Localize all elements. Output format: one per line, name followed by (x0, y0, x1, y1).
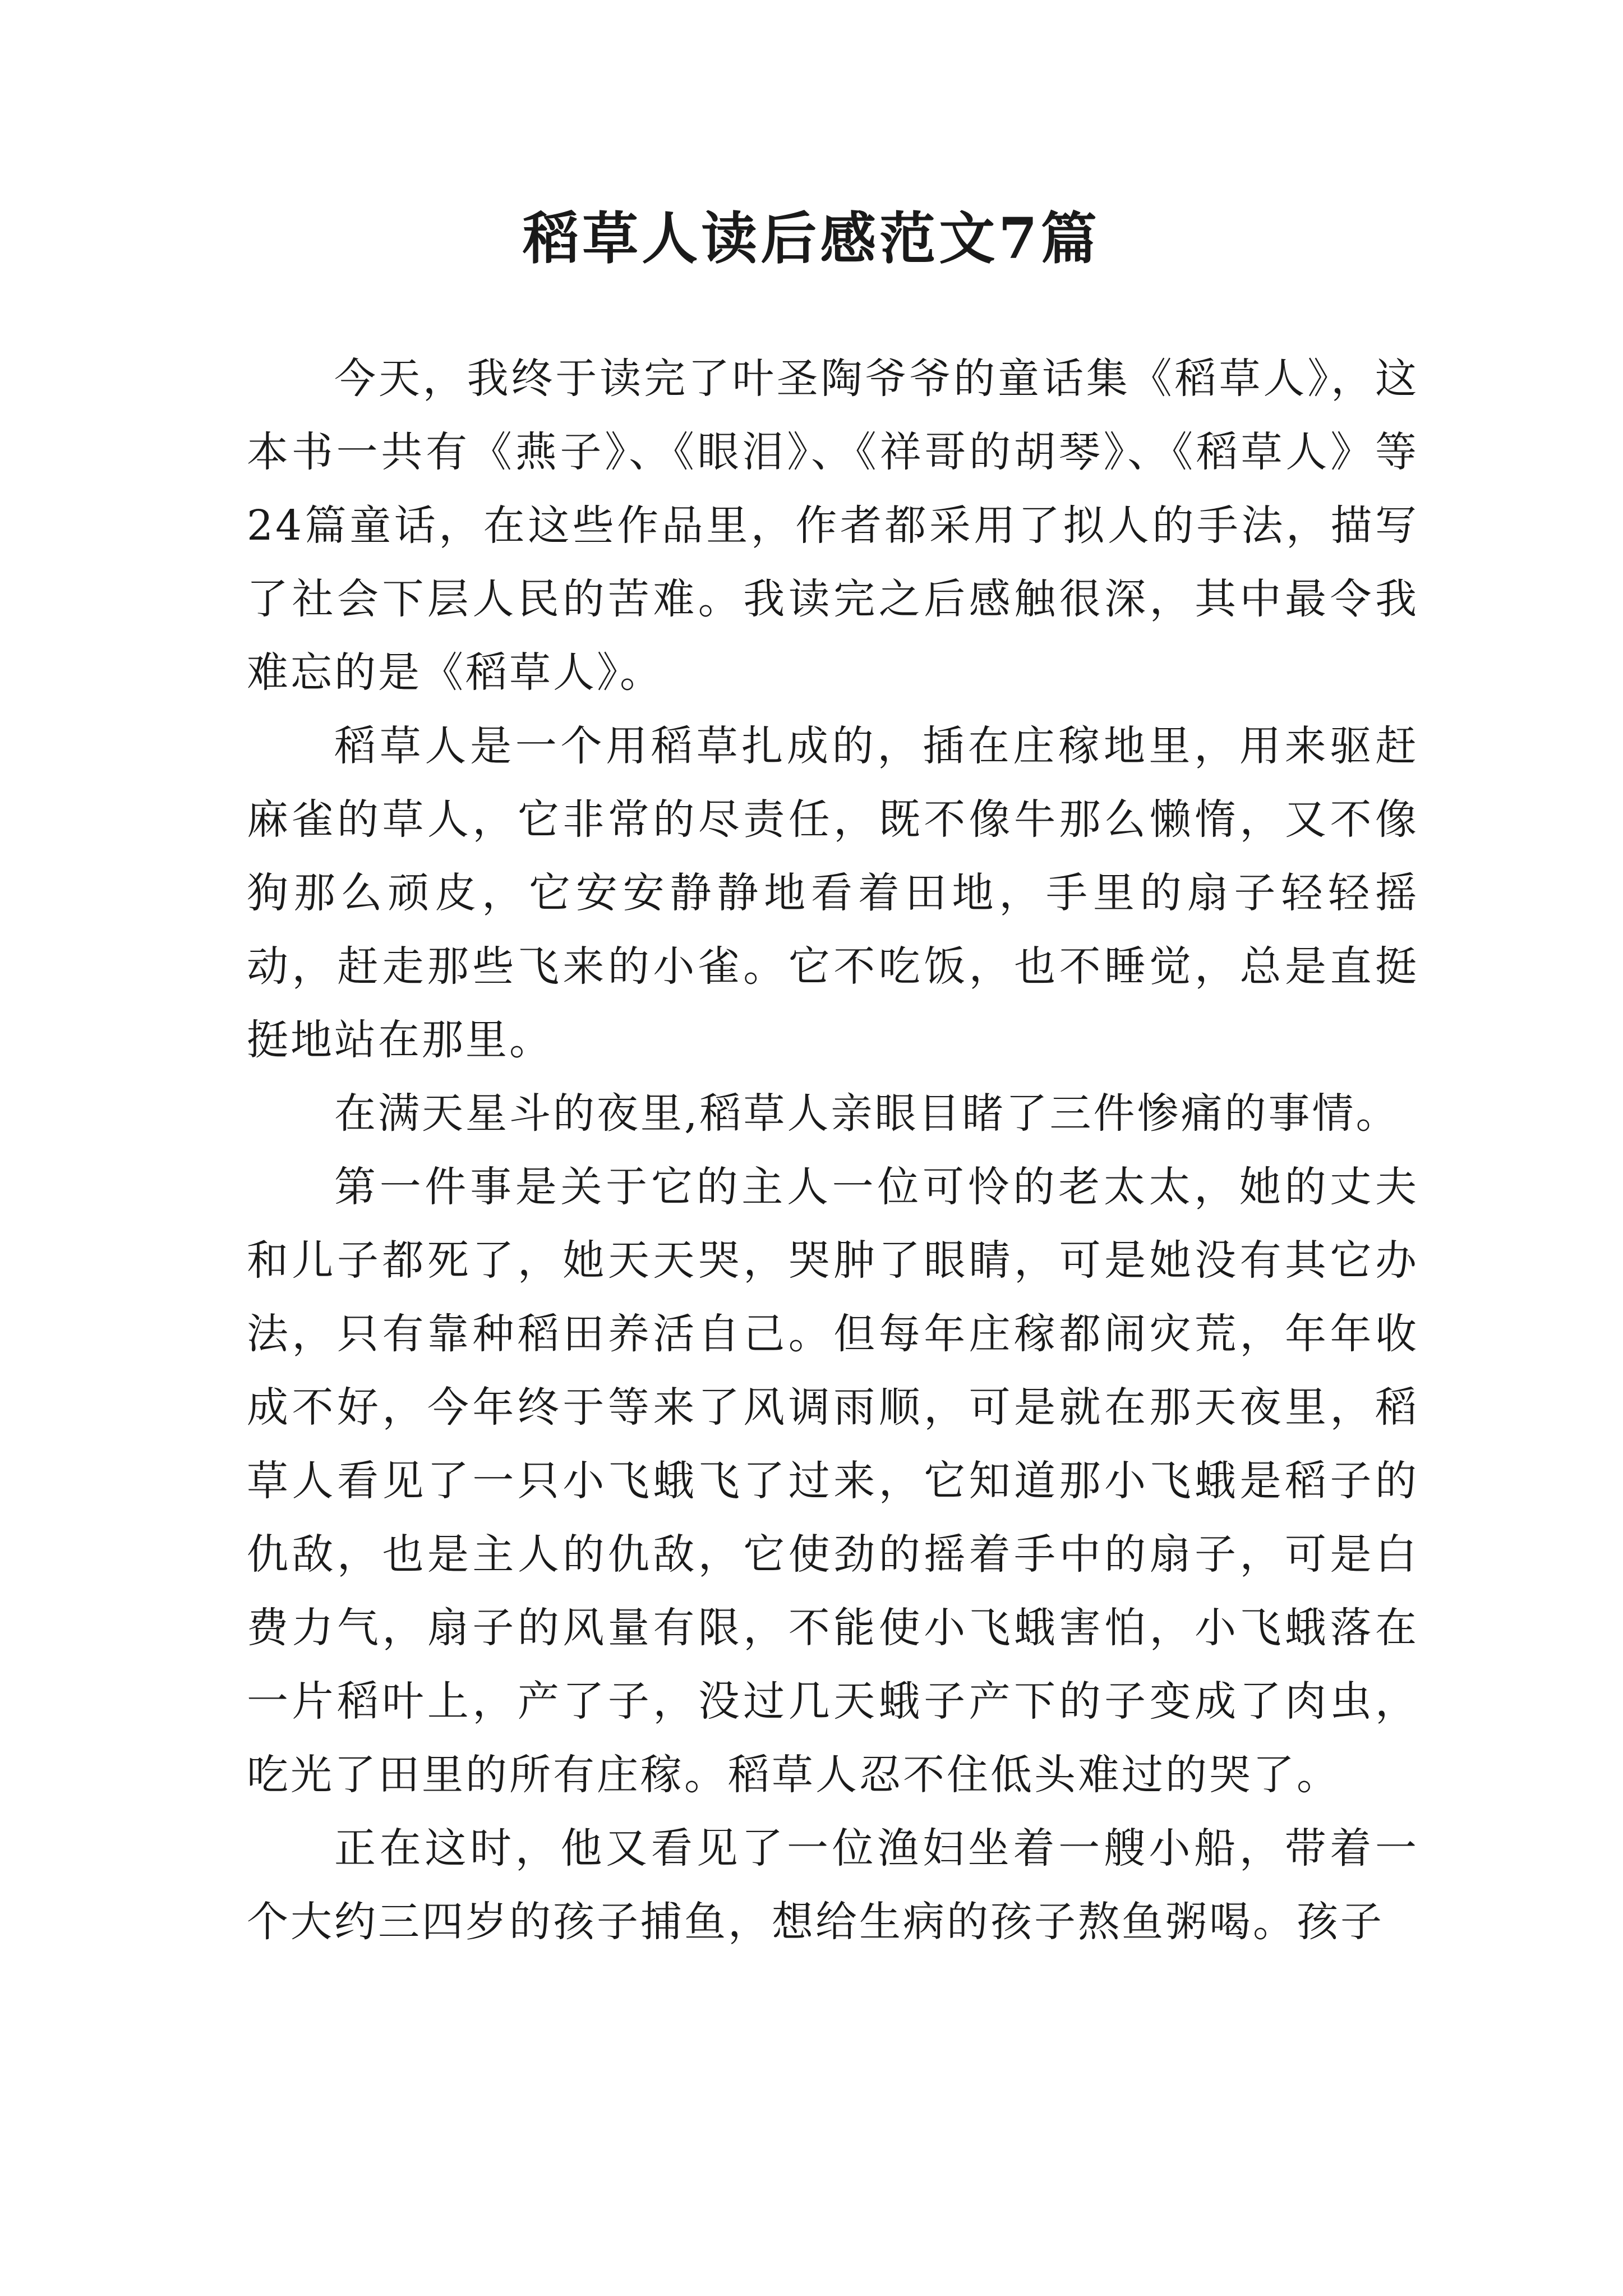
document-title: 稻草人读后感范文7篇 (523, 205, 1100, 272)
paragraph: 稻草人是一个用稻草扎成的，插在庄稼地里，用来驱赶麻雀的草人，它非常的尽责任，既不像牛那么懒惰，又不像狗那么顽皮，它安安静静地看着田地，手里的扇子轻轻摇动，赶走那些飞来的小雀。它不吃饭，也不睡觉，总是直挺挺地站在那里。 (247, 722, 1419, 1064)
paragraph: 正在这时，他又看见了一位渔妇坐着一艘小船，带着一个大约三四岁的孩子捕鱼，想给生病的孩子熬鱼粥喝。孩子 (247, 1824, 1419, 1946)
paragraph: 第一件事是关于它的主人一位可怜的老太太，她的丈夫和儿子都死了，她天天哭，哭肿了眼睛，可是她没有其它办法，只有靠种稻田养活自己。但每年庄稼都闹灾荒，年年收成不好，今年终于等来了风调雨顺，可是就在那天夜里，稻草人看见了一只小飞蛾飞了过来，它知道那小飞蛾是稻子的仇敌，也是主人的仇敌，它使劲的摇着手中的扇子，可是白费力气，扇子的风量有限，不能使小飞蛾害怕，小飞蛾落在一片稻叶上，产了子，没过几天蛾子产下的子变成了肉虫，吃光了田里的所有庄稼。稻草人忍不住低头难过的哭了。 (247, 1163, 1419, 1799)
paragraph: 在满天星斗的夜里,稻草人亲眼目睹了三件惨痛的事情。 (334, 1089, 1400, 1138)
document-body (247, 342, 1419, 1959)
paragraph: 今天，我终于读完了叶圣陶爷爷的童话集《稻草人》，这本书一共有《燕子》、《眼泪》、《祥哥的胡琴》、《稻草人》等24篇童话，在这些作品里，作者都采用了拟人的手法，描写了社会下层人民的苦难。我读完之后感触很深，其中最令我难忘的是《稻草人》。 (247, 355, 1419, 697)
